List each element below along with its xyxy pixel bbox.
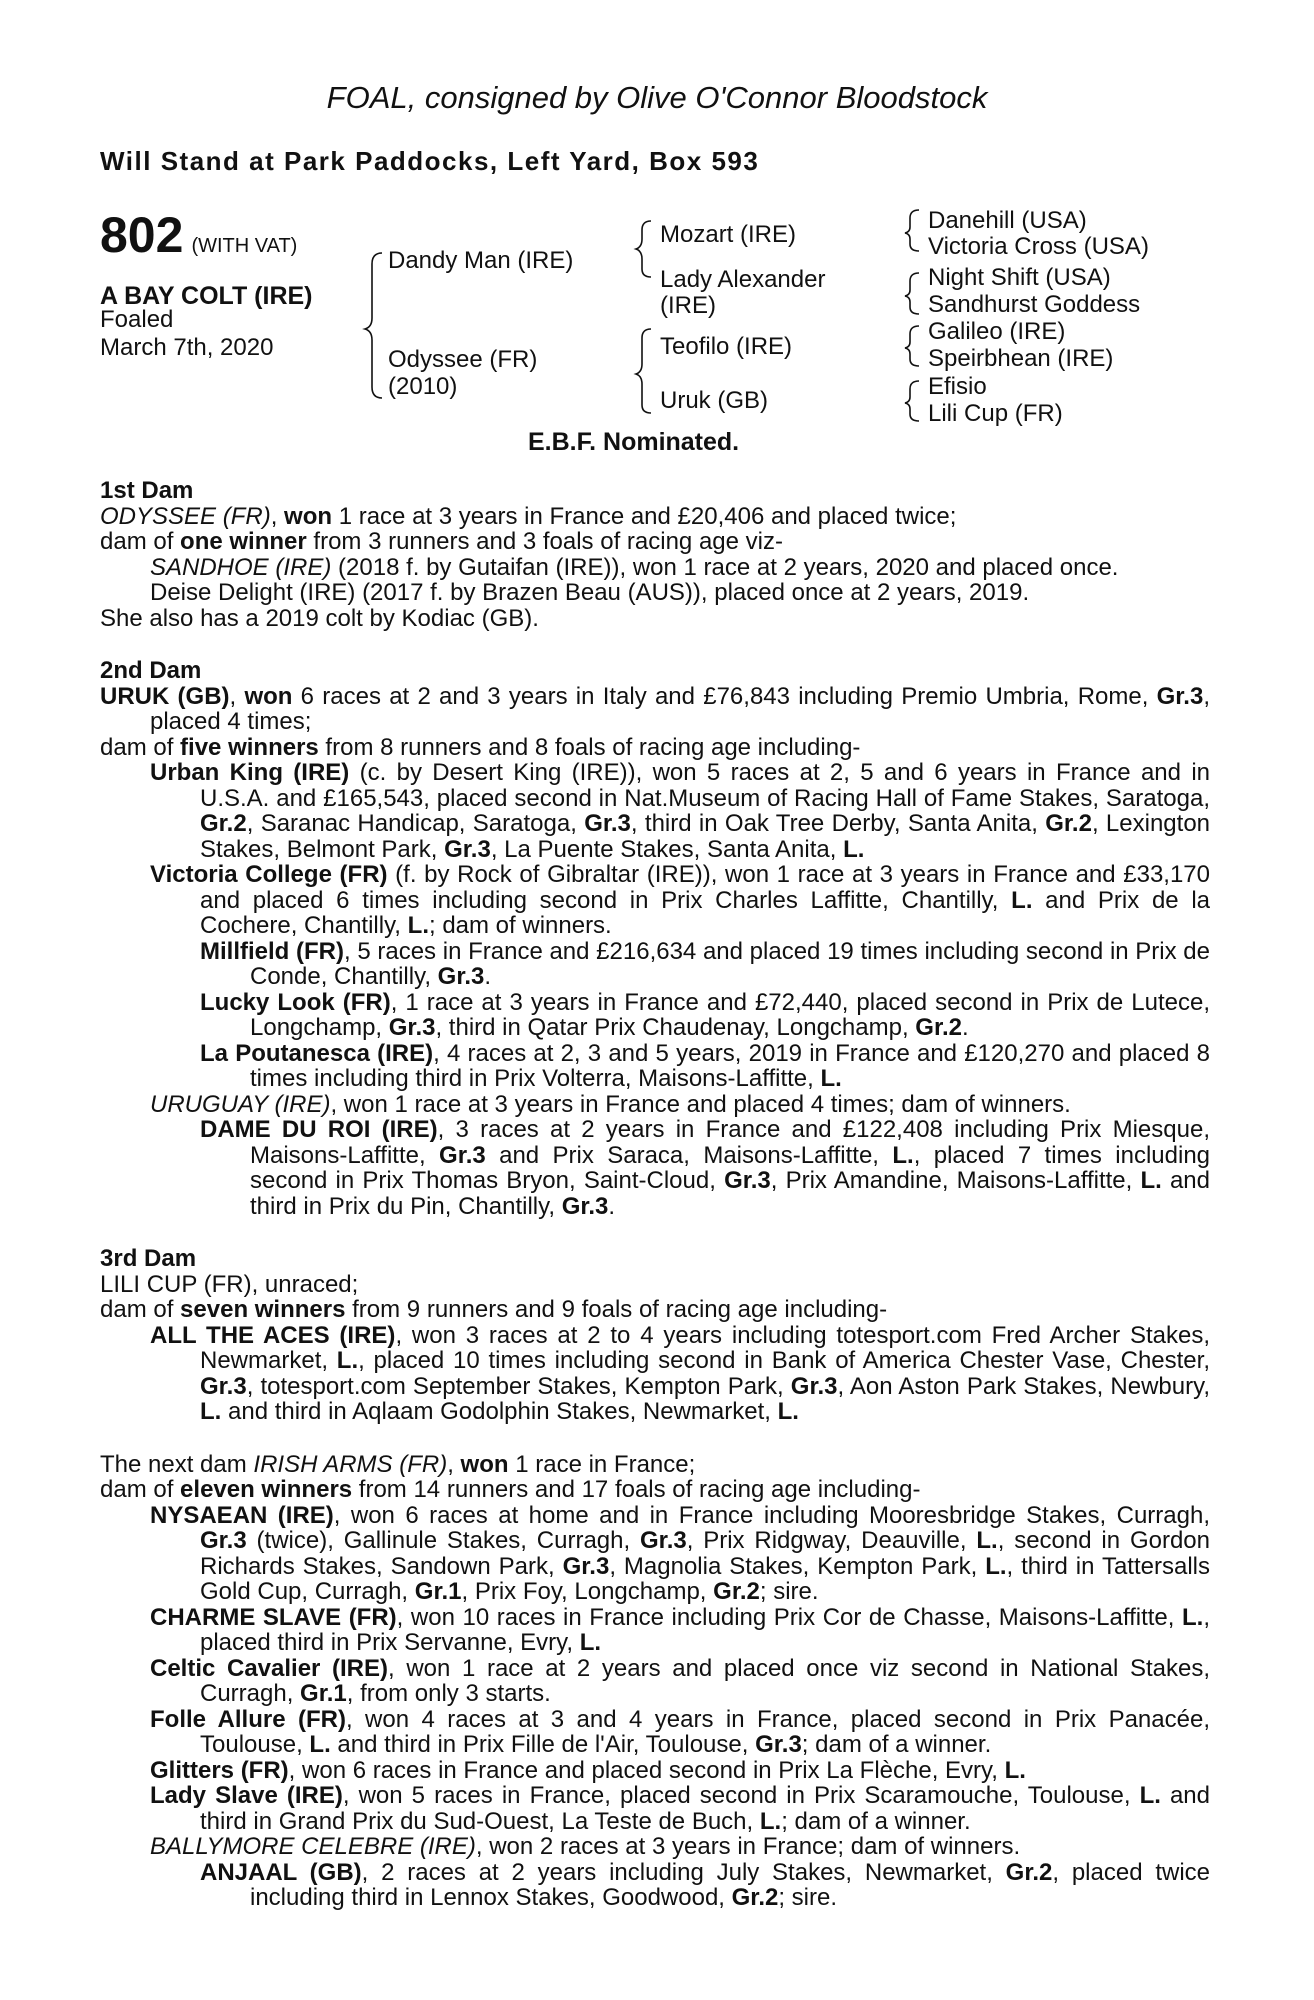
horse-name: NYSAEAN (IRE) xyxy=(150,1501,334,1529)
horse-name: DAME DU ROI (IRE) xyxy=(200,1116,438,1143)
horse-name: BALLYMORE CELEBRE (IRE) xyxy=(150,1833,476,1860)
progeny-entry: Glitters (FR), won 6 races in France and placed second in Prix La Flèche, Evry, L. xyxy=(150,1756,1026,1784)
horse-name: ANJAAL (GB) xyxy=(200,1858,362,1886)
pedigree-sire-dam-line1: Lady Alexander xyxy=(660,266,826,293)
pedigree-sire: Dandy Man (IRE) xyxy=(388,247,574,274)
progeny-entry: NYSAEAN (IRE), won 6 races at home and in France including Mooresbridge Stakes, Curragh, Gr.3 (twice), Gallinule Stakes, Curragh, Gr.3, Prix Ridgway, Deauville, L., second in Gordon Richards Stakes, Sandown Park, Gr.3, Magnolia Stakes, Kempton Park, L., third in Tattersalls Gold Cup, Curragh, Gr.1, Prix Foy, Longchamp, Gr.2; sire. xyxy=(150,1501,1211,1605)
foaled-label: Foaled xyxy=(100,306,174,333)
pedigree-brackets xyxy=(0,0,1314,440)
second-dam-section xyxy=(100,658,1210,1219)
section-title: 2nd Dam xyxy=(100,657,202,684)
bracket-generation-1 xyxy=(365,253,382,398)
horse-name: URUK (GB) xyxy=(100,682,230,710)
lot-description: A BAY COLT (IRE) xyxy=(100,282,313,310)
third-dam-section xyxy=(100,1246,1210,1425)
pedigree-dam-line1: Odyssee (FR) xyxy=(388,346,538,373)
bracket-sire-dam xyxy=(905,273,919,314)
progeny-entry: Deise Delight (IRE) (2017 f. by Brazen Beau (AUS)), placed once at 2 years, 2019. xyxy=(150,579,1030,606)
horse-name: Victoria College (FR) xyxy=(150,861,388,888)
horse-name: Glitters (FR) xyxy=(150,1756,289,1784)
pedigree-dam-dam: Uruk (GB) xyxy=(660,387,768,414)
progeny-entry: Lady Slave (IRE), won 5 races in France, placed second in Prix Scaramouche, Toulouse, L. and third in Grand Prix du Sud-Ouest, La Teste de Buch, L.; dam of a winner. xyxy=(150,1782,1210,1835)
bracket-dam xyxy=(636,329,651,413)
progeny-entry: Victoria College (FR) (f. by Rock of Gibraltar (IRE)), won 1 race at 3 years in France and £33,170 and placed 6 times including second in Prix Charles Laffitte, Chantilly, L. and Prix de la Cochere, Chantilly, L.; dam of winners. xyxy=(150,861,1211,939)
progeny-entry: ALL THE ACES (IRE), won 3 races at 2 to 4 years including totesport.com Fred Archer Stakes, Newmarket, L., placed 10 times including second in Bank of America Chester Vase, Chester, Gr.3, totesport.com September Stakes, Kempton Park, Gr.3, Aon Aston Park Stakes, Newbury, L. and third in Aqlaam Godolphin Stakes, Newmarket, L. xyxy=(150,1321,1210,1425)
horse-name: Urban King (IRE) xyxy=(150,759,350,786)
ebf-nominated: E.B.F. Nominated. xyxy=(528,428,740,456)
horse-name: URUGUAY (IRE) xyxy=(150,1090,331,1118)
horse-name: Celtic Cavalier (IRE) xyxy=(150,1654,389,1682)
progeny-entry: Urban King (IRE) (c. by Desert King (IRE)), won 5 races at 2, 5 and 6 years in France and in U.S.A. and £165,543, placed second in Nat.Museum of Racing Hall of Fame Stakes, Saratoga, Gr.2, Saranac Handicap, Saratoga, Gr.3, third in Oak Tree Derby, Santa Anita, Gr.2, Lexington Stakes, Belmont Park, Gr.3, La Puente Stakes, Santa Anita, L. xyxy=(150,759,1211,863)
bracket-dam-dam xyxy=(905,381,919,421)
progeny-entry: Millfield (FR), 5 races in France and £216,634 and placed 19 times including second in Prix de Conde, Chantilly, Gr.3. xyxy=(200,937,1211,990)
catalogue-body xyxy=(100,478,1210,1938)
horse-name: Lucky Look (FR) xyxy=(200,988,391,1016)
progeny-entry: BALLYMORE CELEBRE (IRE), won 2 races at 3 years in France; dam of winners. xyxy=(150,1833,1021,1860)
pedigree-dss: Galileo (IRE) xyxy=(928,318,1066,345)
section-title: 1st Dam xyxy=(100,477,194,504)
consignor-heading: FOAL, consigned by Olive O'Connor Bloodstock xyxy=(326,80,988,115)
progeny-entry: La Poutanesca (IRE), 4 races at 2, 3 and 5 years, 2019 in France and £120,270 and placed 8 times including third in Prix Volterra, Maisons-Laffitte, L. xyxy=(200,1039,1210,1092)
dam-of-line: dam of seven winners from 9 runners and 9 foals of racing age including- xyxy=(100,1296,888,1323)
first-dam-section xyxy=(100,478,1210,631)
horse-name: Lady Slave (IRE) xyxy=(150,1782,343,1809)
pedigree-dds: Efisio xyxy=(928,373,987,400)
pedigree-dsd: Speirbhean (IRE) xyxy=(928,345,1114,372)
pedigree-sire-sire: Mozart (IRE) xyxy=(660,221,797,248)
dam-summary: LILI CUP (FR), unraced; xyxy=(100,1270,359,1298)
pedigree-sdd: Sandhurst Goddess xyxy=(928,291,1141,318)
dam-note: She also has a 2019 colt by Kodiac (GB). xyxy=(100,604,539,632)
bracket-sire xyxy=(636,221,651,277)
pedigree-dam-sire: Teofilo (IRE) xyxy=(660,333,793,360)
progeny-entry: CHARME SLAVE (FR), won 10 races in France including Prix Cor de Chasse, Maisons-Laffitte, L., placed third in Prix Servanne, Evry, L. xyxy=(150,1603,1210,1656)
pedigree-sds: Night Shift (USA) xyxy=(928,264,1111,291)
stand-location: Will Stand at Park Paddocks, Left Yard, Box 593 xyxy=(100,146,760,176)
section-title: 3rd Dam xyxy=(100,1245,197,1272)
horse-name: ALL THE ACES (IRE) xyxy=(150,1321,396,1349)
horse-name: ODYSSEE (FR) xyxy=(100,502,271,530)
lot-number: 802 xyxy=(100,207,184,263)
vat-note: (WITH VAT) xyxy=(191,235,298,257)
horse-name: La Poutanesca (IRE) xyxy=(200,1039,434,1067)
progeny-entry: URUGUAY (IRE), won 1 race at 3 years in France and placed 4 times; dam of winners. xyxy=(150,1090,1071,1118)
progeny-entry: Celtic Cavalier (IRE), won 1 race at 2 years and placed once viz second in National Stakes, Curragh, Gr.1, from only 3 starts. xyxy=(150,1654,1210,1707)
dam-of-line: dam of one winner from 3 runners and 3 foals of racing age viz- xyxy=(100,528,783,555)
progeny-entry: DAME DU ROI (IRE), 3 races at 2 years in France and £122,408 including Prix Miesque, Maisons-Laffitte, Gr.3 and Prix Saraca, Maisons-Laffitte, L., placed 7 times including second in Prix Thomas Bryon, Saint-Cloud, Gr.3, Prix Amandine, Maisons-Laffitte, L. and third in Prix du Pin, Chantilly, Gr.3. xyxy=(200,1116,1211,1220)
foaled-date: March 7th, 2020 xyxy=(100,334,274,361)
horse-name: Millfield (FR) xyxy=(200,937,344,965)
horse-name: IRISH ARMS (FR) xyxy=(253,1450,448,1478)
dam-summary: ODYSSEE (FR), won 1 race at 3 years in France and £20,406 and placed twice; xyxy=(100,502,957,530)
progeny-entry: Lucky Look (FR), 1 race at 3 years in France and £72,440, placed second in Prix de Lutece, Longchamp, Gr.3, third in Qatar Prix Chaudenay, Longchamp, Gr.2. xyxy=(200,988,1210,1041)
pedigree-ddd: Lili Cup (FR) xyxy=(928,400,1063,427)
pedigree-sss: Danehill (USA) xyxy=(928,207,1087,234)
next-dam-section xyxy=(100,1452,1210,1911)
progeny-entry: ANJAAL (GB), 2 races at 2 years including July Stakes, Newmarket, Gr.2, placed twice including third in Lennox Stakes, Goodwood, Gr.2; sire. xyxy=(200,1858,1210,1911)
dam-of-line: dam of five winners from 8 runners and 8 foals of racing age including- xyxy=(100,733,861,761)
pedigree-dam-line2: (2010) xyxy=(388,373,458,400)
pedigree-sire-dam-line2: (IRE) xyxy=(660,292,716,319)
progeny-entry: Folle Allure (FR), won 4 races at 3 and 4 years in France, placed second in Prix Panacée, Toulouse, L. and third in Prix Fille de l'Air, Toulouse, Gr.3; dam of a winner. xyxy=(150,1705,1210,1758)
progeny-entry: SANDHOE (IRE) (2018 f. by Gutaifan (IRE)), won 1 race at 2 years, 2020 and placed once. xyxy=(150,553,1119,581)
horse-name: CHARME SLAVE (FR) xyxy=(150,1603,397,1631)
horse-name: SANDHOE (IRE) xyxy=(150,553,332,581)
bracket-sire-sire xyxy=(905,210,919,251)
horse-name: Folle Allure (FR) xyxy=(150,1705,346,1733)
dam-of-line: dam of eleven winners from 14 runners and 17 foals of racing age including- xyxy=(100,1476,921,1503)
bracket-dam-sire xyxy=(905,326,919,366)
pedigree-ssd: Victoria Cross (USA) xyxy=(928,233,1149,260)
dam-summary: The next dam IRISH ARMS (FR), won 1 race in France; xyxy=(100,1450,696,1478)
dam-summary: URUK (GB), won 6 races at 2 and 3 years in Italy and £76,843 including Premio Umbria, Rome, Gr.3, placed 4 times; xyxy=(100,682,1210,735)
